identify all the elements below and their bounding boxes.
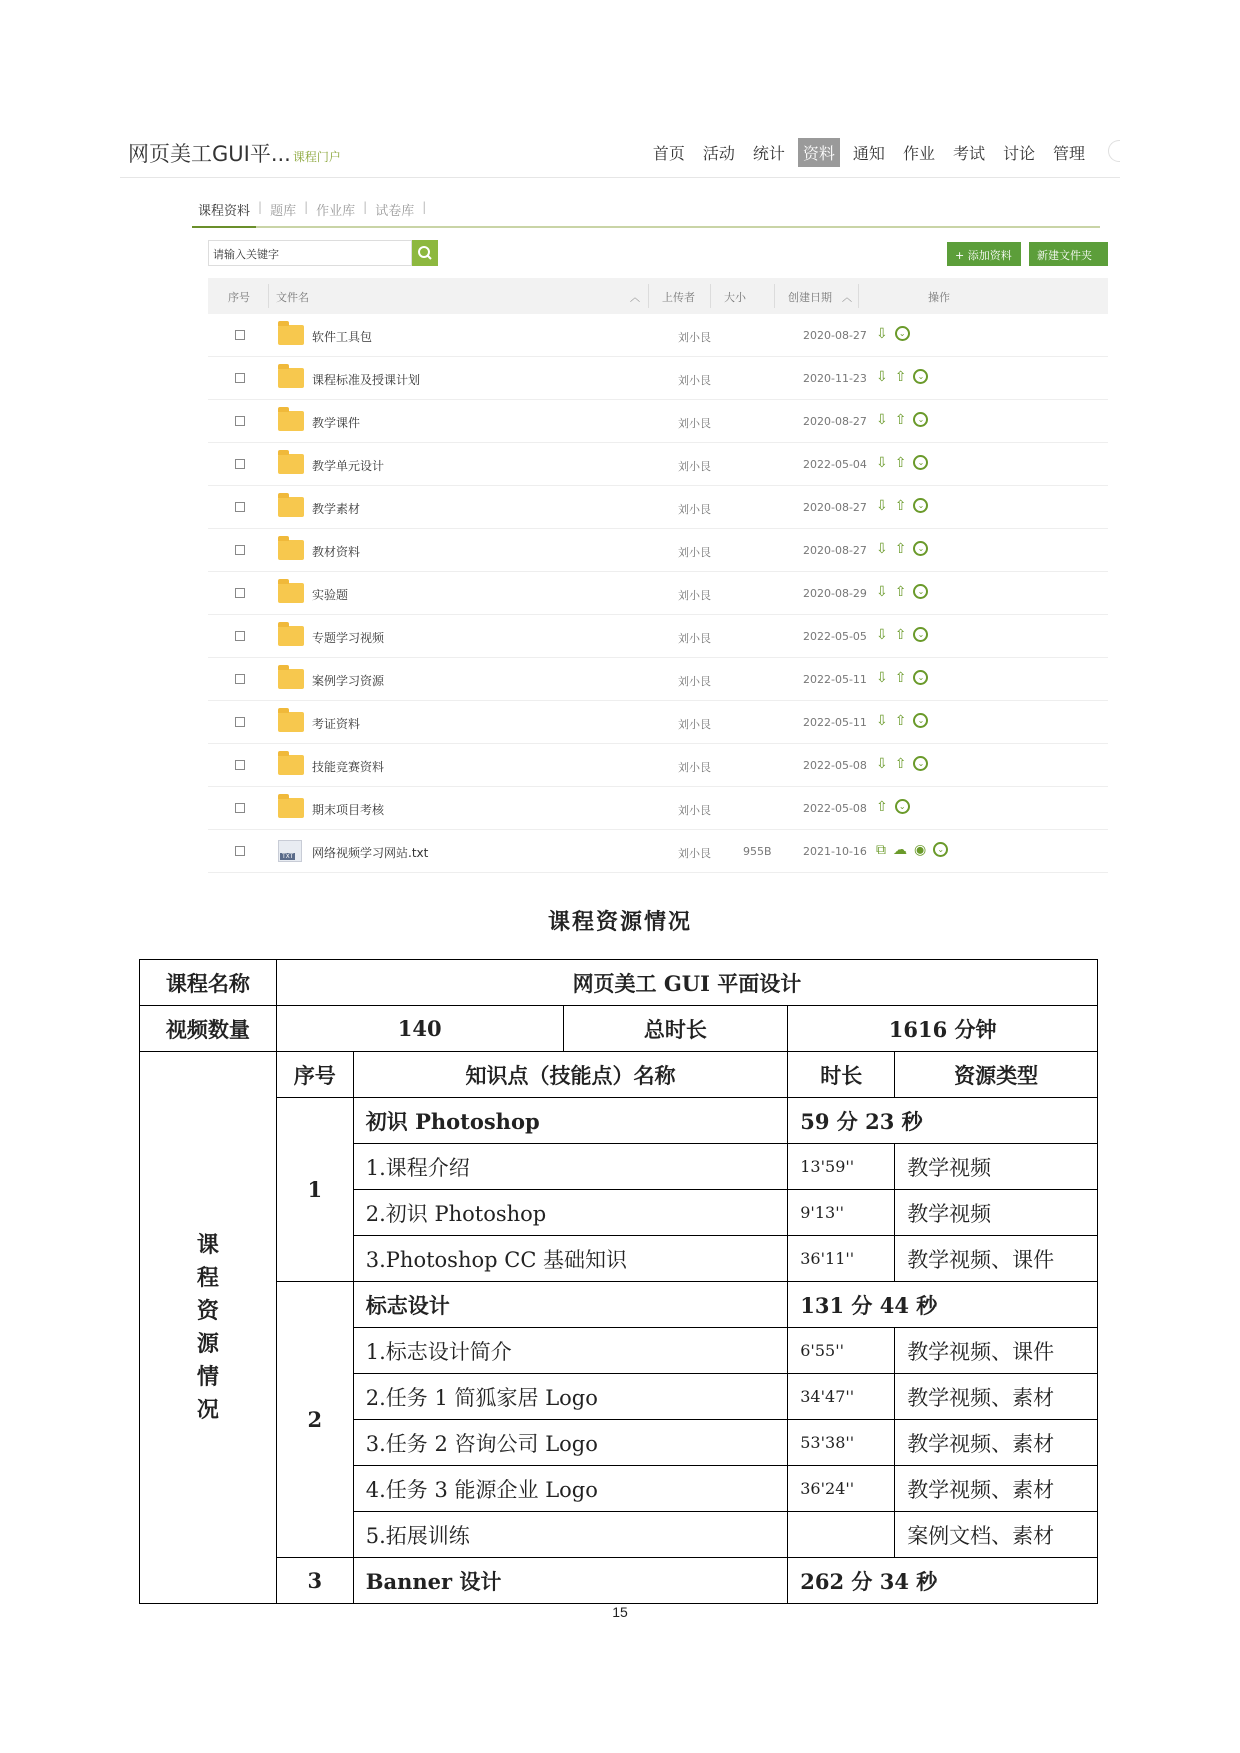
- move-up-icon[interactable]: ⇧: [894, 541, 907, 557]
- table-row: [140, 1006, 1098, 1052]
- nav-exam[interactable]: 考试: [952, 144, 985, 163]
- group-index: 3: [276, 1558, 353, 1604]
- tab-question-bank[interactable]: 题库: [270, 204, 297, 219]
- uploader: 刘小艮: [678, 804, 711, 817]
- item-duration: 36'11'': [788, 1236, 895, 1282]
- created-date: 2020-08-27: [803, 544, 867, 557]
- row-checkbox[interactable]: [235, 330, 245, 340]
- item-type: 教学视频: [895, 1144, 1098, 1190]
- file-name[interactable]: 实验题: [312, 588, 349, 602]
- uploader: 刘小艮: [678, 632, 711, 645]
- nav-activity[interactable]: 活动: [702, 144, 735, 163]
- item-duration: 13'59'': [788, 1144, 895, 1190]
- folder-icon: [278, 755, 304, 775]
- group-duration: 131 分 44 秒: [788, 1282, 1098, 1328]
- item-duration: [788, 1512, 895, 1558]
- item-name: 1.课程介绍: [353, 1144, 787, 1190]
- header-name: 知识点（技能点）名称: [353, 1052, 787, 1098]
- table-row[interactable]: [208, 400, 1108, 443]
- uploader: 刘小艮: [678, 417, 711, 430]
- more-icon[interactable]: ⌄: [913, 713, 928, 728]
- preview-icon[interactable]: ◉: [914, 842, 927, 858]
- row-checkbox[interactable]: [235, 502, 245, 512]
- item-type: 教学视频、课件: [895, 1328, 1098, 1374]
- side-label-char: 况: [196, 1396, 219, 1423]
- col-date[interactable]: 创建日期: [788, 291, 832, 304]
- row-checkbox[interactable]: [235, 631, 245, 641]
- folder-icon: [278, 583, 304, 603]
- uploader: 刘小艮: [678, 718, 711, 731]
- more-icon[interactable]: ⌄: [913, 627, 928, 642]
- item-duration: 36'24'': [788, 1466, 895, 1512]
- item-name: 3.任务 2 咨询公司 Logo: [353, 1420, 787, 1466]
- section-title: 课程资源情况: [547, 909, 692, 935]
- folder-icon: [278, 798, 304, 818]
- add-material-button[interactable]: + 添加资料: [947, 242, 1021, 266]
- move-up-icon[interactable]: ⇧: [894, 455, 907, 471]
- row-actions: [876, 455, 935, 471]
- more-icon[interactable]: ⌄: [913, 369, 928, 384]
- group-title: Banner 设计: [353, 1558, 787, 1604]
- folder-icon: [278, 712, 304, 732]
- folder-icon: [278, 497, 304, 517]
- move-up-icon[interactable]: ⇧: [894, 584, 907, 600]
- sort-filename-icon[interactable]: ︿: [630, 293, 640, 304]
- nav-home[interactable]: 首页: [652, 144, 685, 163]
- folder-icon: [278, 325, 304, 345]
- item-type: 教学视频、课件: [895, 1236, 1098, 1282]
- row-actions: [876, 842, 955, 858]
- table-row: [140, 1558, 1098, 1604]
- more-icon[interactable]: ⌄: [913, 498, 928, 513]
- tab-course-materials[interactable]: 课程资料: [192, 200, 256, 228]
- file-name[interactable]: 教学单元设计: [312, 459, 385, 473]
- new-folder-button[interactable]: 新建文件夹: [1029, 242, 1108, 266]
- header-index: 序号: [276, 1052, 353, 1098]
- subtab-bar: [192, 200, 1100, 228]
- row-actions: [876, 412, 935, 428]
- more-icon[interactable]: ⌄: [913, 756, 928, 771]
- file-name[interactable]: 课程标准及授课计划: [312, 373, 421, 387]
- col-uploader: 上传者: [662, 291, 695, 304]
- row-actions: [876, 670, 935, 686]
- table-row: [140, 960, 1098, 1006]
- uploader: 刘小艮: [678, 761, 711, 774]
- column-divider: [858, 284, 859, 308]
- table-row: [140, 1282, 1098, 1328]
- table-header: [208, 278, 1108, 314]
- file-name[interactable]: 软件工具包: [312, 330, 373, 344]
- row-actions: [876, 369, 935, 385]
- folder-icon: [278, 540, 304, 560]
- nav-manage[interactable]: 管理: [1052, 144, 1085, 163]
- row-checkbox[interactable]: [235, 760, 245, 770]
- row-actions: [876, 756, 935, 772]
- table-row[interactable]: [208, 830, 1108, 873]
- download-icon[interactable]: ⇩: [876, 541, 888, 557]
- file-table: [208, 278, 1108, 873]
- column-divider: [268, 284, 269, 308]
- row-actions: [876, 627, 935, 643]
- file-name[interactable]: 教材资料: [312, 545, 361, 559]
- course-name-label: 课程名称: [140, 960, 277, 1006]
- course-name: 网页美工 GUI 平面设计: [276, 960, 1097, 1006]
- file-name[interactable]: 考证资料: [312, 717, 361, 731]
- move-up-icon[interactable]: ⇧: [894, 713, 907, 729]
- side-label-char: 课: [196, 1231, 219, 1258]
- side-label: [196, 1229, 220, 1427]
- table-row[interactable]: [208, 787, 1108, 830]
- table-row[interactable]: [208, 314, 1108, 357]
- download-icon[interactable]: ⇩: [876, 670, 888, 686]
- header-duration: 时长: [788, 1052, 895, 1098]
- video-count-label: 视频数量: [140, 1006, 277, 1052]
- course-portal-screenshot: [120, 130, 1120, 890]
- folder-icon: [278, 454, 304, 474]
- download-icon[interactable]: ⇩: [876, 627, 888, 643]
- table-row: [140, 1098, 1098, 1144]
- table-row[interactable]: [208, 744, 1108, 787]
- file-name[interactable]: 网络视频学习网站.txt: [312, 846, 429, 860]
- item-name: 2.任务 1 简狐家居 Logo: [353, 1374, 787, 1420]
- more-icon[interactable]: ⌄: [913, 670, 928, 685]
- row-actions: [876, 799, 917, 815]
- file-name[interactable]: 期末项目考核: [312, 803, 385, 817]
- row-checkbox[interactable]: [235, 459, 245, 469]
- table-row[interactable]: [208, 357, 1108, 400]
- table-row[interactable]: [208, 486, 1108, 529]
- item-duration: 6'55'': [788, 1328, 895, 1374]
- row-checkbox[interactable]: [235, 545, 245, 555]
- download-icon[interactable]: ⇩: [876, 326, 888, 342]
- folder-icon: [278, 411, 304, 431]
- table-body: [208, 314, 1108, 873]
- cloud-icon[interactable]: ☁: [893, 842, 907, 858]
- uploader: 刘小艮: [678, 546, 711, 559]
- uploader: 刘小艮: [678, 460, 711, 473]
- item-name: 2.初识 Photoshop: [353, 1190, 787, 1236]
- txt-file-icon: TXT: [278, 840, 302, 862]
- table-row[interactable]: [208, 443, 1108, 486]
- row-checkbox[interactable]: [235, 674, 245, 684]
- file-name[interactable]: 教学素材: [312, 502, 361, 516]
- total-duration-label: 总时长: [563, 1006, 788, 1052]
- table-row[interactable]: [208, 701, 1108, 744]
- row-checkbox[interactable]: [235, 846, 245, 856]
- tab-separator: |: [304, 200, 309, 214]
- tab-separator: |: [258, 200, 263, 214]
- row-actions: [876, 713, 935, 729]
- row-checkbox[interactable]: [235, 717, 245, 727]
- move-up-icon[interactable]: ⇧: [894, 756, 907, 772]
- header-type: 资源类型: [895, 1052, 1098, 1098]
- download-icon[interactable]: ⇩: [876, 412, 888, 428]
- item-type: 教学视频、素材: [895, 1374, 1098, 1420]
- nav-stats[interactable]: 统计: [752, 144, 785, 163]
- table-row: [140, 1052, 1098, 1098]
- download-icon[interactable]: ⇩: [876, 455, 888, 471]
- nav-scroll-handle[interactable]: [1108, 140, 1120, 162]
- move-up-icon[interactable]: ⇧: [894, 627, 907, 643]
- uploader: 刘小艮: [678, 847, 711, 860]
- total-duration: 1616 分钟: [788, 1006, 1098, 1052]
- nav-homework[interactable]: 作业: [902, 144, 935, 163]
- row-actions: [876, 541, 935, 557]
- col-ops: 操作: [928, 291, 950, 304]
- file-name[interactable]: 教学课件: [312, 416, 361, 430]
- row-actions: [876, 326, 917, 342]
- search-button[interactable]: [412, 240, 438, 266]
- app-title[interactable]: [128, 138, 341, 168]
- created-date: 2020-08-27: [803, 501, 867, 514]
- group-index: 1: [276, 1098, 353, 1282]
- uploader: 刘小艮: [678, 374, 711, 387]
- item-type: 案例文档、素材: [895, 1512, 1098, 1558]
- tab-exam-bank[interactable]: 试卷库: [375, 204, 415, 219]
- more-icon[interactable]: ⌄: [913, 541, 928, 556]
- side-label-char: 程: [196, 1264, 219, 1291]
- column-divider: [774, 284, 775, 308]
- item-duration: 53'38'': [788, 1420, 895, 1466]
- item-name: 1.标志设计简介: [353, 1328, 787, 1374]
- nav-discussion[interactable]: 讨论: [1002, 144, 1035, 163]
- table-row[interactable]: [208, 658, 1108, 701]
- side-label-char: 源: [196, 1330, 219, 1357]
- download-icon[interactable]: ⇩: [876, 713, 888, 729]
- move-up-icon[interactable]: ⇧: [894, 412, 907, 428]
- more-icon[interactable]: ⌄: [913, 412, 928, 427]
- folder-icon: [278, 626, 304, 646]
- column-divider: [648, 284, 649, 308]
- move-up-icon[interactable]: ⇧: [894, 369, 907, 385]
- created-date: 2022-05-08: [803, 802, 867, 815]
- nav-notice[interactable]: 通知: [852, 144, 885, 163]
- top-bar: [120, 130, 1120, 178]
- created-date: 2022-05-08: [803, 759, 867, 772]
- item-name: 5.拓展训练: [353, 1512, 787, 1558]
- portal-label[interactable]: 课程门户: [292, 150, 341, 164]
- row-checkbox[interactable]: [235, 588, 245, 598]
- created-date: 2020-08-27: [803, 329, 867, 342]
- file-size: 955B: [743, 845, 772, 858]
- resource-table: [139, 959, 1098, 1604]
- more-icon[interactable]: ⌄: [895, 799, 910, 814]
- created-date: 2022-05-05: [803, 630, 867, 643]
- item-duration: 9'13'': [788, 1190, 895, 1236]
- folder-icon: [278, 669, 304, 689]
- file-name[interactable]: 案例学习资源: [312, 674, 385, 688]
- download-icon[interactable]: ⇩: [876, 498, 888, 514]
- col-index: 序号: [228, 291, 250, 304]
- uploader: 刘小艮: [678, 675, 711, 688]
- row-checkbox[interactable]: [235, 803, 245, 813]
- download-icon[interactable]: ⇩: [876, 584, 888, 600]
- created-date: 2022-05-04: [803, 458, 867, 471]
- uploader: 刘小艮: [678, 331, 711, 344]
- file-name[interactable]: 技能竞赛资料: [312, 760, 385, 774]
- more-icon[interactable]: ⌄: [933, 842, 948, 857]
- created-date: 2020-11-23: [803, 372, 867, 385]
- created-date: 2021-10-16: [803, 845, 867, 858]
- created-date: 2020-08-29: [803, 587, 867, 600]
- side-label-cell: [140, 1052, 277, 1604]
- item-type: 教学视频: [895, 1190, 1098, 1236]
- created-date: 2022-05-11: [803, 716, 867, 729]
- row-checkbox[interactable]: [235, 416, 245, 426]
- download-icon[interactable]: ⇩: [876, 756, 888, 772]
- download-icon[interactable]: ⇩: [876, 369, 888, 385]
- row-actions: [876, 584, 935, 600]
- table-row[interactable]: [208, 572, 1108, 615]
- tab-separator: |: [422, 200, 427, 214]
- nav-materials[interactable]: 资料: [798, 138, 840, 167]
- move-up-icon[interactable]: ⇧: [876, 799, 888, 815]
- tab-homework-bank[interactable]: 作业库: [316, 204, 356, 219]
- side-label-char: 资: [196, 1297, 219, 1324]
- col-filename[interactable]: 文件名: [276, 291, 309, 304]
- uploader: 刘小艮: [678, 503, 711, 516]
- table-row[interactable]: [208, 529, 1108, 572]
- tab-separator: |: [363, 200, 368, 214]
- move-up-icon[interactable]: ⇧: [894, 498, 907, 514]
- column-divider: [710, 284, 711, 308]
- sort-date-icon[interactable]: ︿: [842, 293, 852, 304]
- group-title: 标志设计: [353, 1282, 787, 1328]
- group-duration: 59 分 23 秒: [788, 1098, 1098, 1144]
- item-type: 教学视频、素材: [895, 1420, 1098, 1466]
- row-actions: [876, 498, 935, 514]
- col-size: 大小: [724, 291, 746, 304]
- item-name: 4.任务 3 能源企业 Logo: [353, 1466, 787, 1512]
- move-up-icon[interactable]: ⇧: [894, 670, 907, 686]
- item-type: 教学视频、素材: [895, 1466, 1098, 1512]
- table-row[interactable]: [208, 615, 1108, 658]
- group-index: 2: [276, 1282, 353, 1558]
- more-icon[interactable]: ⌄: [895, 326, 910, 341]
- item-duration: 34'47'': [788, 1374, 895, 1420]
- search-input[interactable]: 请输入关键字: [208, 240, 412, 266]
- page-number: 15: [612, 1604, 628, 1620]
- file-name[interactable]: 专题学习视频: [312, 631, 385, 645]
- row-checkbox[interactable]: [235, 373, 245, 383]
- open-icon[interactable]: ⧉: [876, 842, 886, 858]
- group-duration: 262 分 34 秒: [788, 1558, 1098, 1604]
- item-name: 3.Photoshop CC 基础知识: [353, 1236, 787, 1282]
- video-count: 140: [276, 1006, 563, 1052]
- uploader: 刘小艮: [678, 589, 711, 602]
- main-nav: [640, 138, 1090, 167]
- more-icon[interactable]: ⌄: [913, 584, 928, 599]
- more-icon[interactable]: ⌄: [913, 455, 928, 470]
- side-label-char: 情: [196, 1363, 219, 1390]
- created-date: 2020-08-27: [803, 415, 867, 428]
- search-icon: [412, 240, 438, 266]
- app-title-text: 网页美工GUI平...: [128, 142, 291, 166]
- created-date: 2022-05-11: [803, 673, 867, 686]
- folder-icon: [278, 368, 304, 388]
- group-title: 初识 Photoshop: [353, 1098, 787, 1144]
